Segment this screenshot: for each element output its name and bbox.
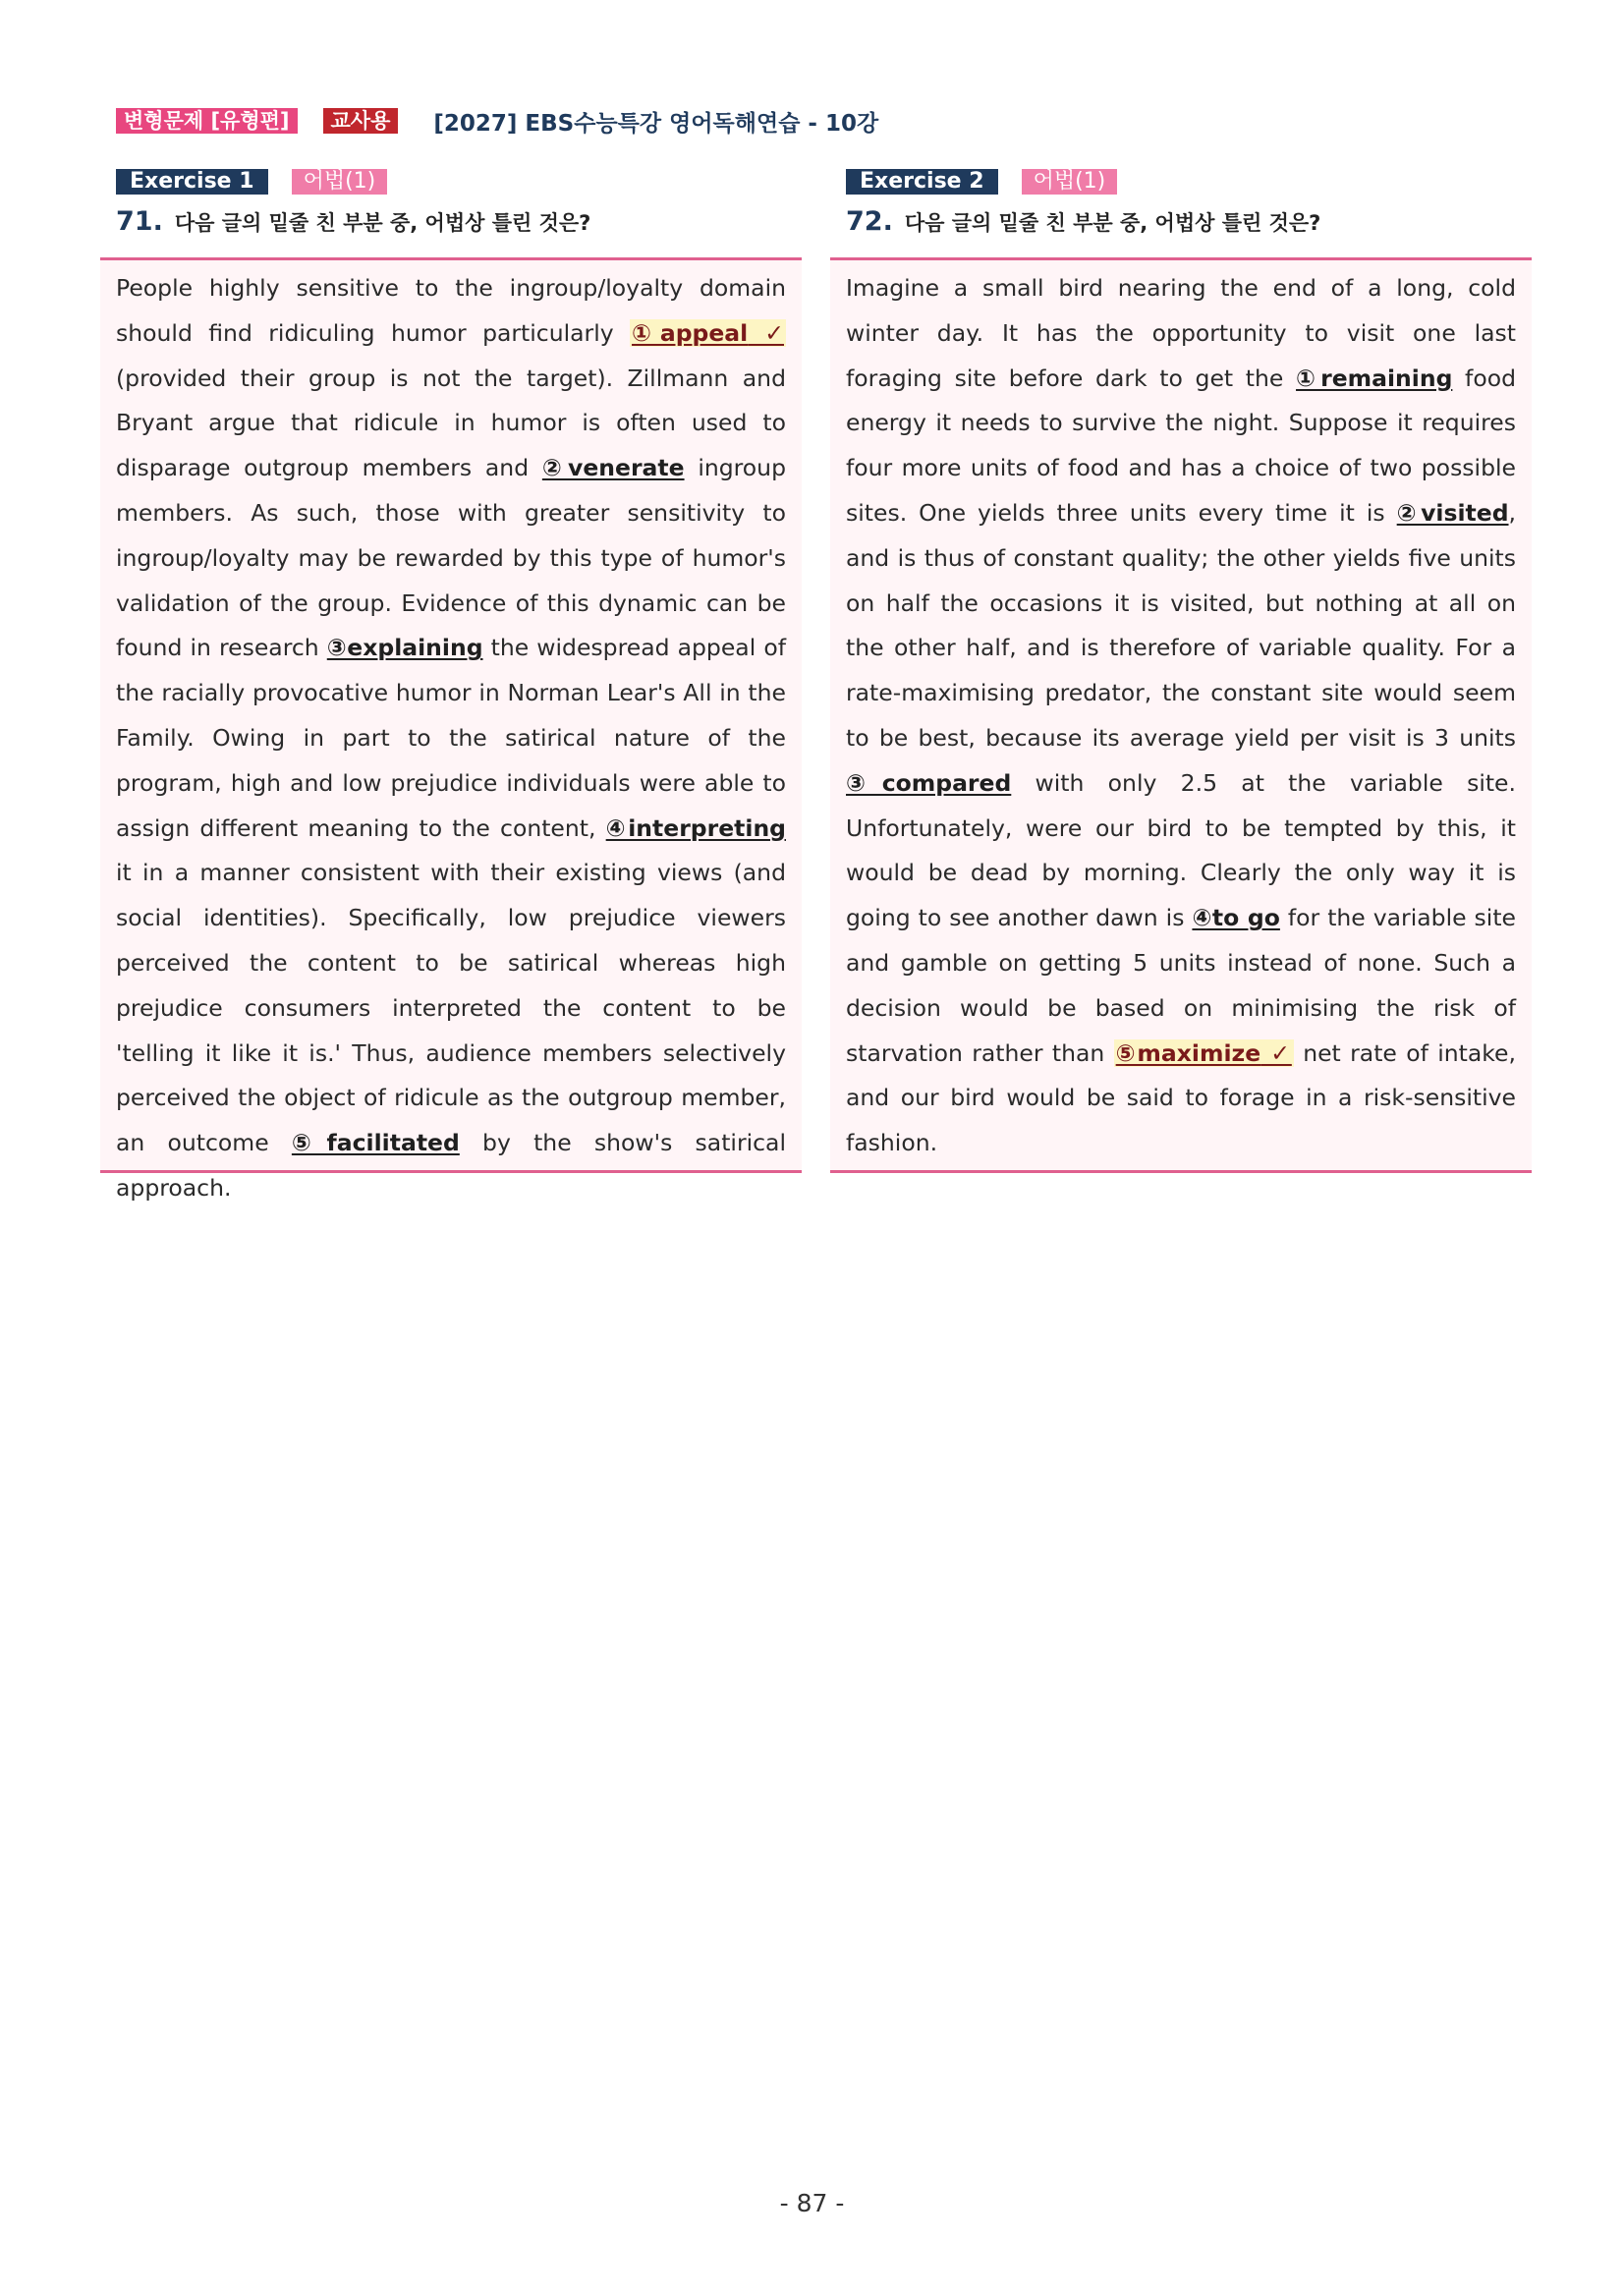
exercise-2 bbox=[830, 169, 1532, 1173]
choice-5: ⑤facilitated bbox=[291, 1129, 460, 1157]
passage-box bbox=[100, 257, 802, 1202]
question-number: 71. bbox=[116, 206, 163, 237]
category-tag: 변형문제 [유형편] bbox=[116, 108, 298, 134]
passage-text: People highly sensitive to the ingroup/loyalty domain should find ridiculing humor particularly ①appeal ✓ (provided their group is not the target). Zillmann and Bryant argue that ridicule in humor is often used to disparage outgroup members and ②venerate ingroup members. As such, those with greater sensitivity to ingroup/loyalty may be rewarded by this type of humor's validation of the group. Evidence of this dynamic can be found in research ③explaining the widespread appeal of the racially provocative humor in Norman Lear's All in the Family. Owing in part to the satirical nature of the program, high and low prejudice individuals were able to assign different meaning to the content, ④interpreting it in a manner consistent with their existing views (and social identities). Specifically, low prejudice viewers perceived the content to be satirical whereas high prejudice consumers interpreted the content to be 'telling it like it is.' Thus, audience members selectively perceived the object of ridicule as the outgroup member, an outcome ⑤facilitated by the show's satirical approach. bbox=[116, 274, 786, 1202]
check-mark-icon: ✓ bbox=[1260, 1038, 1292, 1067]
exercise-label: Exercise 1 bbox=[116, 169, 268, 195]
choice-3: ③compared bbox=[846, 768, 1012, 797]
page-header bbox=[116, 106, 878, 136]
choice-3: ③explaining bbox=[326, 634, 483, 662]
exercise-type: 어법(1) bbox=[1022, 169, 1118, 195]
page-number: - 87 - bbox=[779, 2189, 845, 2217]
check-mark-icon: ✓ bbox=[748, 318, 784, 347]
exercise-label: Exercise 2 bbox=[846, 169, 998, 195]
exercise-type: 어법(1) bbox=[292, 169, 388, 195]
answer-choice-5: ⑤maximize ✓ bbox=[1115, 1038, 1292, 1067]
choice-2: ②visited bbox=[1396, 498, 1509, 527]
question-number: 72. bbox=[846, 206, 893, 237]
teacher-tag: 교사용 bbox=[323, 108, 399, 134]
exercise-1 bbox=[100, 169, 802, 1202]
choice-4: ④to go bbox=[1192, 904, 1280, 932]
passage-text: Imagine a small bird nearing the end of a long, cold winter day. It has the opportunity to visit one last foraging site before dark to get the ①remaining food energy it needs to survive the night. Suppose it requires four more units of food and has a choice of two possible sites. One yields three units every time it is ②visited, and is thus of constant quality; the other yields five units on half the occasions it is visited, but nothing at all on the other half, and is therefore of variable quality. For a rate-maximising predator, the constant site would seem to be best, because its average yield per visit is 3 units ③compared with only 2.5 at the variable site. Unfortunately, were our bird to be tempted by this, it would be dead by morning. Clearly the only way it is going to see another dawn is ④to go for the variable site and gamble on getting 5 units instead of none. Such a decision would be based on minimising the risk of starvation rather than ⑤maximize ✓ net rate of intake, and our bird would be said to forage in a risk-sensitive fashion. bbox=[846, 274, 1517, 1157]
choice-2: ②venerate bbox=[541, 454, 685, 482]
choice-4: ④interpreting bbox=[605, 813, 786, 842]
question-text: 다음 글의 밑줄 친 부분 중, 어법상 틀린 것은? bbox=[904, 211, 1321, 235]
answer-choice-1: ①appeal ✓ bbox=[632, 318, 784, 347]
question-text: 다음 글의 밑줄 친 부분 중, 어법상 틀린 것은? bbox=[174, 211, 591, 235]
choice-1: ①remaining bbox=[1296, 364, 1453, 392]
document-title: [2027] EBS수능특강 영어독해연습 - 10강 bbox=[433, 110, 879, 137]
passage-box bbox=[830, 257, 1532, 1173]
